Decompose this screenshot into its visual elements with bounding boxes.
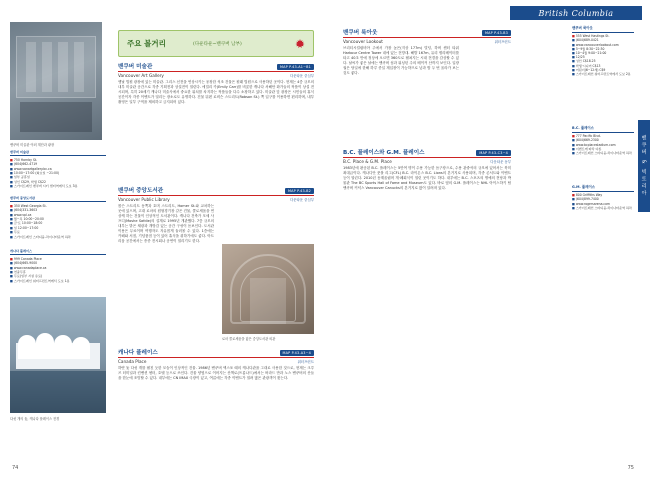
infobox-canada-place [10,249,106,283]
section-area: 다운타운 중심부 [289,198,314,202]
infolist-line: ■ 학생·시니어 C$13 [572,63,601,68]
photo-caption: 로마 콜로세움을 닮은 중앙도서관 외관 [222,337,276,341]
section-body: 하얀 돛 다섯 개를 펼친 듯한 모습이 인상적인 건물. 1986년 밴쿠버 엑스포 때의 캐나다관을 그대로 사용한 것으로, 현재는 크루즈 터미널과 컨벤션 센터, 호텔 등으로 쓰인다. 건물 양옆으로 이어지는 산책로(프롬나드)에서는 버라드 만과 노스 밴쿠버의 산들을 한눈에 조망할 수 있다. 내부에는 CN IMAX 극장이 있고, 여름에는 각종 이벤트가 열려 많은 관광객이 찾는다. [118,366,314,380]
infolist-title: G.M. 플레이스 [572,185,596,189]
infobox-line: ■ (604)331-3603 [10,208,38,213]
section-body: 옛날 법원 광장에 있는 미술관. 그리스 신전을 연상시키는 웅장한 석조 건물은 원래 법원으로 사용하던 곳이다. 현재는 4층 규모의 내부 미술관 공간으로 각종 기획전과 상설전이 열린다. 에밀리 카(Emily Carr)를 비롯한 캐나다 서해안 화가들의 작품이 상설 전시되며, 특히 20세기 캐나다 미술사에서 중요한 위치를 차지하는 작품들을 다수 소장하고 있다. 미술관 앞 광장은 시민들의 휴식 공간이자 각종 이벤트가 열리는 장소로도 유명하다. 건물 뒤편 로비슨 스트리트(Robson St.) 쪽 입구를 이용하면 편리하며, 내부 촬영은 일부 구역을 제외하고 금지되어 있다. [118,80,314,104]
maple-leaf-icon [294,38,306,50]
section-title-ko: 밴쿠버 룩아웃 [343,30,378,36]
infobox-line: ■ 스카이트레인 밴쿠버 시티 센터역에서 도보 3분 [10,184,78,189]
infobox-line: ■ 일부 공휴일 [10,175,30,180]
photo-caption: 밴쿠버 미술관 야외 계단과 광장 [10,143,55,147]
infobox-line: ■ 월~목 10:00~20:00 [10,217,44,222]
infolist-line: ■ 10~4월 9:00~21:00 [572,51,607,55]
infobox-art-gallery [10,150,106,189]
infolist-vancouver-lookout [572,26,634,76]
infobox-line: ■ 무료(일부 시설 유료) [10,274,43,279]
infolist-line: ■ www.bcplacestadium.com [572,142,616,147]
section-canada-place [118,348,314,381]
section-public-library [118,186,314,244]
infolist-line: ■ (604)669-2300 [572,138,599,143]
infobox-line: ■ 연중무휴 [10,270,26,275]
infobox-line: ■ 750 Hornby St. [10,157,38,162]
infobox-line: ■ 999 Canada Place [10,256,42,261]
section-body: 브리티시컬럼비아 주에서 가장 높은(지상 177m) 빌딩, 하버 센터 타워 Harbour Centre Tower 내에 있는 전망대. 해발 167m, 유리 엘리베이터를 타고 40초 만에 정상에 오르면 360도로 펼쳐지는 시내 전경을 감상할 수 있다. 날씨가 좋은 날에는 밴쿠버 섬과 워싱턴 주의 베이커 산까지 보인다. 입장권은 당일에 한해 하루 종일 재입장이 가능하므로 낮과 밤 두 번 올라가 보는 것도 좋다. [343,46,459,75]
section-area: 다운타운 동부 [490,160,511,164]
infolist-line: ■ 어린이(6~12세) C$9 [572,67,606,72]
section-body: 롭슨 스트리트 동쪽과 호머 스트리트, Homer St.와 교차하는 곳에 있으며, 고대 로마의 원형경기장 같은 건물, 콜로세움을 연상케 하는 건물이 인상적인 도서관이다. 캐나다 건축가 모셰 사프디(Moshe Safdie)의 설계로 1995년 개관했다. 7층 규모의 내부는 밝은 채광과 개방감 있는 공간 구성이 돋보인다. 도서관 이용은 무료이며 여행자도 자유롭게 둘러볼 수 있다. 1층에는 카페와 서점, 기념품점 등이 있어 휴식을 취하기에도 좋다. 아트리움 공간에서는 종종 전시회나 공연이 열리기도 한다. [118,204,214,243]
infobox-line: ■ 금·토 10:00~18:00 [10,221,43,226]
photo-art-gallery [10,22,102,140]
infobox-line: ■ (604)662-4719 [10,162,38,167]
section-body: 1983년에 완공된 B.C. 플레이스는 5만여 명이 수용 가능한 돔구장으로, 수용 관중석의 규모에 있어서는 북미 최대급이다. 캐나디안 풋볼 리그(CFL) B.C. 라이온스 B.C. Lions의 본거지로 사용되며, 각종 콘서트와 이벤트 등이 열린다. 2010년 동계올림픽 개·폐회식이 열린 곳이기도 하다. 내부에는 B.C. 스포츠의 명예의 전당과 박물관 The BC Sports Hall of Fame and Museum도 있다. 바로 옆의 G.M. 플레이스는 NHL 아이스하키 팀 밴쿠버 커넉스 Vancouver Canucks의 본거지로 많이 알려져 있다. [343,166,511,190]
infolist-title: B.C. 플레이스 [572,126,594,130]
section-title-en: B.C. Place & G.M. Place [343,159,392,164]
section-title-ko: 밴쿠버 중앙도서관 [118,188,164,194]
infolist-line: ■ 이벤트에 따라 다름 [572,146,602,151]
infolist-line: ■ www.rogersarena.com [572,201,610,206]
section-title-ko: B.C. 플레이스와 G.M. 플레이스 [343,150,425,156]
section-title-ko: 밴쿠버 미술관 [118,64,153,70]
infolist-line: ■ 성인 C$18.25 [572,59,596,64]
infolist-line: ■ 800 Griffiths Way [572,193,603,198]
page-number-left: 74 [12,465,19,471]
map-tag: MAP P.43-B2 [285,188,314,194]
section-area: 워터프런트 [297,360,314,364]
infobox-line: ■ www.vpl.ca [10,212,32,217]
page-header-title: British Columbia [510,6,642,20]
page-number-right: 75 [627,465,634,471]
infobox-line: ■ 성인 C$29, 학생 C$22 [10,179,46,184]
section-title-ko: 캐나다 플레이스 [118,350,158,356]
infobox-title: 캐나다 플레이스 [10,249,32,253]
highlight-title: 주요 볼거리 [127,39,166,48]
section-vancouver-lookout [343,28,511,76]
infobox-line: ■ 무료 [10,230,20,235]
infolist-line: ■ 스카이트레인 스타디움-차이나타운역 하차 [572,205,632,210]
section-title-en: Canada Place [118,359,147,364]
section-title-en: Vancouver Art Gallery [118,73,164,78]
side-tab-label: 밴쿠버 & 빅토리아 [638,120,650,212]
section-title-en: Vancouver Lookout [343,39,383,44]
infolist-title: 밴쿠버 룩아웃 [572,26,593,30]
infolist-line: ■ 777 Pacific Blvd. [572,134,601,139]
section-art-gallery [118,62,314,105]
infobox-public-library [10,196,106,239]
infobox-line: ■ www.canadaplace.ca [10,265,47,270]
infobox-line: ■ 스카이트레인 워터프런트역에서 도보 1분 [10,278,70,283]
infolist-line: ■ 555 West Hastings St. [572,34,610,39]
highlight-subtitle: (다운타운~밴쿠버 남부) [193,42,242,47]
section-title-en: Vancouver Public Library [118,197,170,202]
section-area: 워터프런트 [494,40,511,44]
infolist-line: ■ 12/25 [572,55,585,60]
photo-canada-place [10,297,106,413]
map-tag: MAP P.43-A3~4 [280,350,315,356]
section-highlight-box [118,30,314,57]
infobox-line: ■ 일 12:00~17:00 [10,225,39,230]
infolist-line: ■ 스카이트레인 스타디움-차이나타운역 하차 [572,151,632,155]
infobox-title: 밴쿠버 미술관 [10,150,30,154]
infobox-title: 밴쿠버 중앙도서관 [10,196,35,200]
infobox-line: ■ www.vanartgallery.bc.ca [10,166,52,171]
infolist-gm-place [572,185,634,210]
photo-caption: 다섯 개의 돛, 캐나다 플레이스 전경 [10,417,60,421]
map-tag: MAP P.43-B3 [482,30,511,36]
map-tag: MAP P.43-A1~B1 [277,64,314,70]
infolist-line: ■ (604)689-0421 [572,38,599,43]
infolist-bc-place [572,126,634,155]
section-bc-gm-place [343,148,511,191]
infolist-line: ■ 5~9월 8:30~22:30 [572,46,605,51]
infolist-line: ■ www.vancouverlookout.com [572,42,619,47]
infobox-line: ■ 350 West Georgia St. [10,203,47,208]
infobox-line: ■ 10:00~17:00 (화요일 ~21:00) [10,171,60,176]
section-area: 다운타운 중심부 [289,74,314,78]
infobox-line: ■ 스카이트레인 스타디움-차이나타운역 하차 [10,234,71,239]
photo-public-library [222,244,314,334]
infobox-line: ■ (604)665-9000 [10,261,38,266]
right-page [325,0,650,477]
infolist-line: ■ 스카이트레인 워터프런트역에서 도보 2분 [572,72,631,77]
infolist-line: ■ (604)899-7400 [572,197,599,202]
map-tag: MAP P.43-C3~4 [476,150,511,156]
